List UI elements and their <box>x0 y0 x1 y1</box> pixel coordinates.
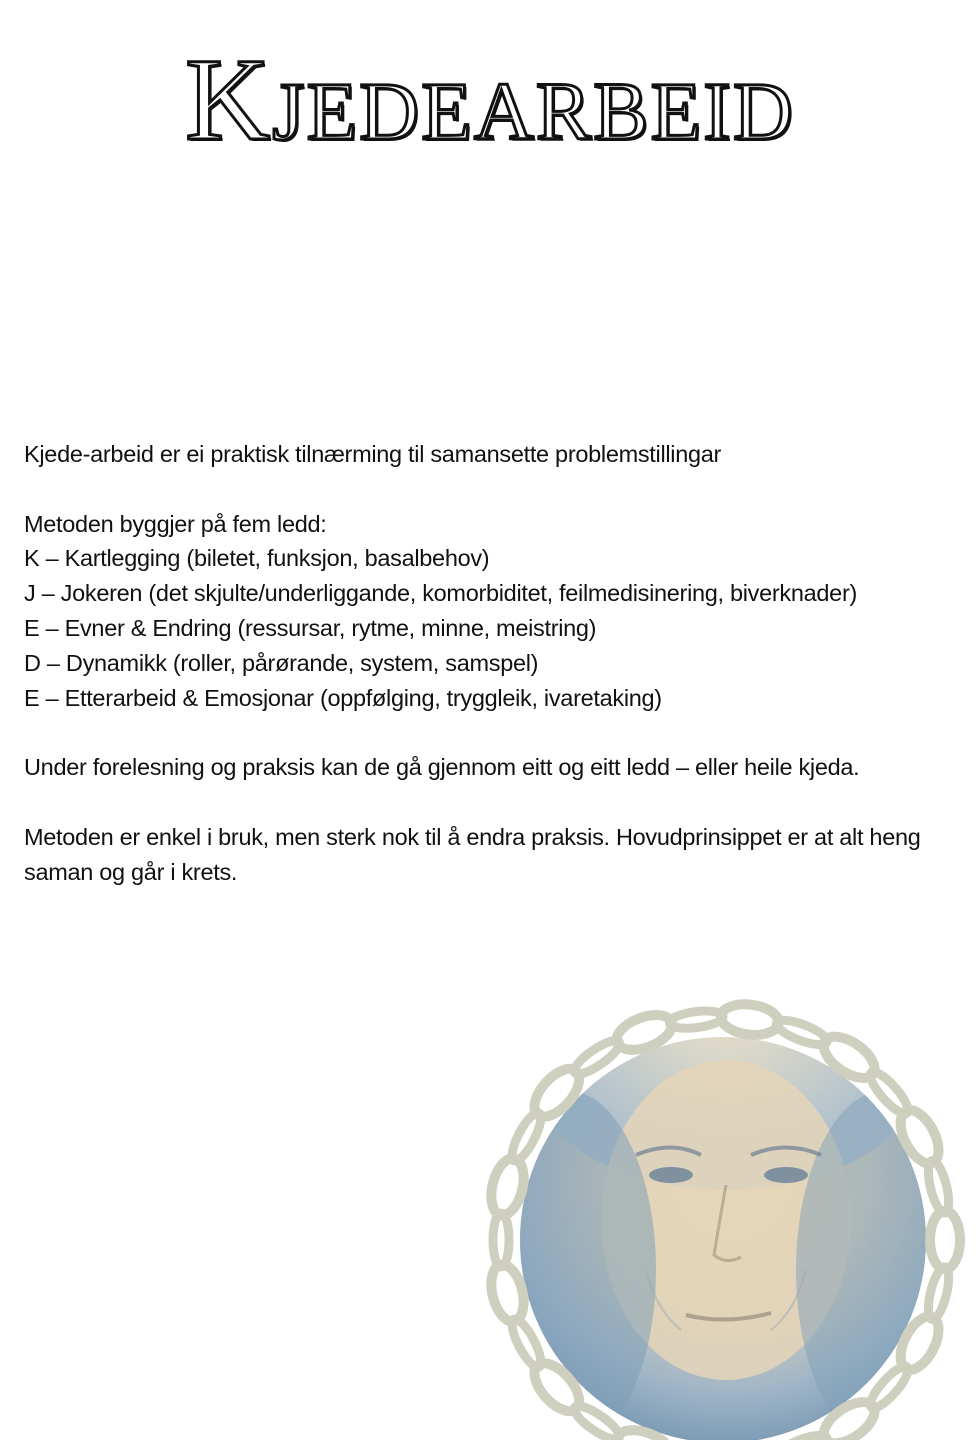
principle-paragraph: Metoden er enkel i bruk, men sterk nok til å endra praksis. Hovudprinsippet er at alt heng saman og går i krets. <box>24 823 921 885</box>
chain-link <box>924 1159 952 1215</box>
portrait-illustration <box>486 970 980 1440</box>
body-text <box>24 437 969 924</box>
step-item-d: D – Dynamikk (roller, pårørande, system, samspel) <box>24 649 539 676</box>
practice-paragraph: Under forelesning og praksis kan de gå gjennom eitt og eitt ledd – eller heile kjeda. <box>24 754 860 781</box>
steps-list <box>24 541 969 715</box>
page-title: Kjedearbeid <box>185 34 795 165</box>
step-item-k: K – Kartlegging (biletet, funksjon, basalbehov) <box>24 545 490 572</box>
step-item-e1: E – Evner & Endring (ressursar, rytme, minne, meistring) <box>24 614 597 641</box>
chain-link <box>719 1001 780 1038</box>
step-item-j: J – Jokeren (det skjulte/underliggande, komorbiditet, feilmedisinering, biverknader) <box>24 580 857 607</box>
method-heading: Metoden byggjer på fem ledd: <box>24 510 327 537</box>
step-item-e2: E – Etterarbeid & Emosjonar (oppfølging, tryggleik, ivaretaking) <box>24 684 662 711</box>
intro-paragraph: Kjede-arbeid er ei praktisk tilnærming til samansette problemstillingar <box>24 441 722 467</box>
chain-portrait-image <box>486 970 980 1440</box>
chain-link <box>668 1008 724 1030</box>
chain-link <box>493 1213 509 1267</box>
chain-link <box>930 1211 960 1269</box>
